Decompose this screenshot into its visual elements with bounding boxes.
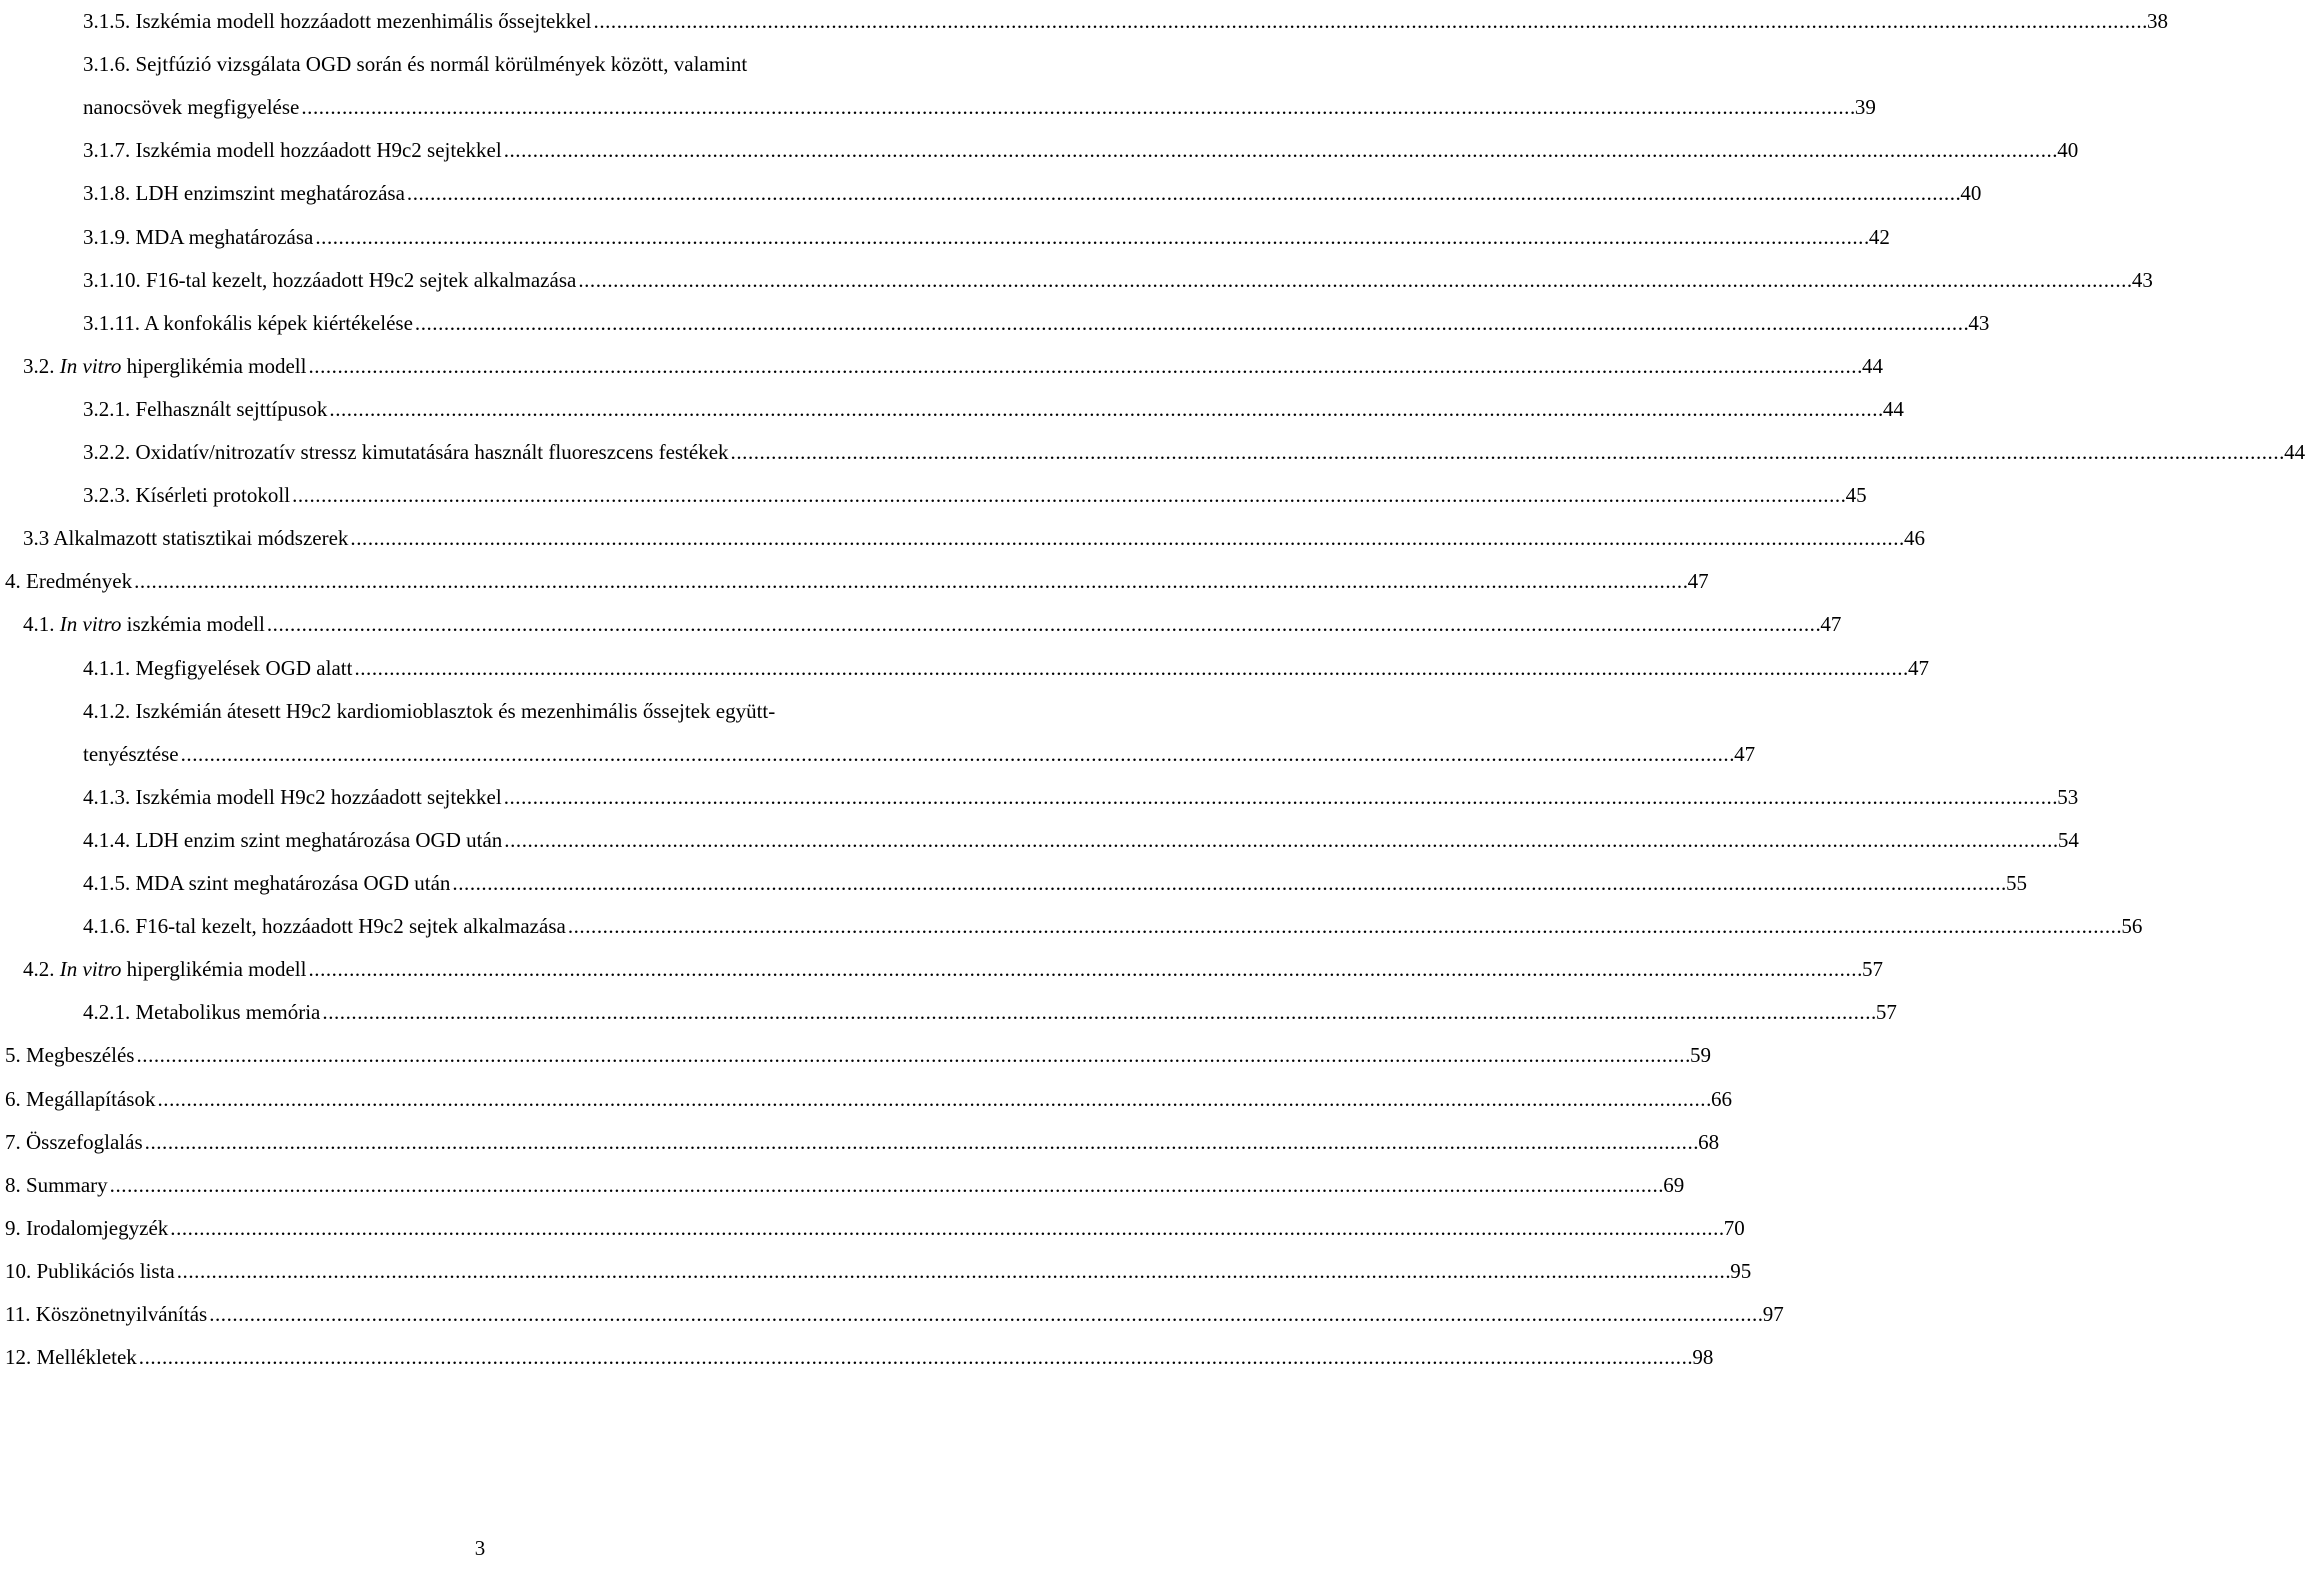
toc-entry-text: Summary [26,1172,108,1197]
toc-entry-text: A konfokális képek kiértékelése [144,310,413,335]
toc-leader-dots [407,172,1959,215]
toc-leader-dots [578,259,2130,302]
toc-entry-title [5,1250,175,1293]
toc-leader-dots [731,431,2283,474]
toc-entry[interactable] [5,1034,1711,1077]
toc-entry-text: nanocsövek megfigyelése [83,95,300,120]
toc-leader-dots [322,991,1874,1034]
toc-leader-dots [594,0,2146,43]
toc-leader-dots [308,948,1860,991]
toc-entry-text: Oxidatív/nitrozatív stressz kimutatására használt fluoreszcens festékek [135,440,729,464]
toc-entry-number: 3.2.1. [83,396,136,421]
toc-entry-number: 4.2.1. [83,1000,136,1025]
toc-entry[interactable] [5,991,1897,1034]
toc-entry-number: 6. [5,1086,26,1111]
toc-entry-page: 44 [2284,440,2305,464]
toc-entry-number: 10. [5,1258,37,1283]
toc-entry-title [83,388,327,431]
toc-entry[interactable] [5,948,1883,991]
toc-entry-title [83,302,413,345]
toc-entry-number: 4.1.2. [83,698,136,723]
toc-entry-text: Iszkémián átesett H9c2 kardiomioblasztok és mezenhimális őssejtek együtt- [135,698,776,723]
toc-entry-number: 4.1.1. [83,655,136,680]
toc-entry-number: 3.1.10. [83,267,146,292]
toc-entry-title [5,560,132,603]
toc-entry[interactable] [5,1336,1714,1379]
toc-entry-page: 54 [2057,827,2079,852]
toc-entry[interactable] [5,1078,1732,1121]
toc-entry-number: 5. [5,1043,26,1068]
toc-entry-page: 46 [1903,526,1925,551]
toc-entry-number: 3.2.2. [83,440,136,464]
toc-entry-number: 12. [5,1345,37,1370]
toc-entry-text: LDH enzim szint meghatározása OGD után [135,827,503,852]
toc-leader-dots [504,819,2056,862]
toc-entry-text: Eredmények [26,569,133,594]
toc-entry[interactable] [5,431,2305,474]
toc-entry-text: Megállapítások [26,1086,156,1111]
toc-entry[interactable] [5,216,1890,259]
toc-entry-text: iszkémia modell [121,612,265,637]
toc-leader-dots [209,1293,1761,1336]
toc-entry-title [5,1336,137,1379]
toc-entry-title [5,1207,168,1250]
toc-entry[interactable] [5,302,1990,345]
toc-leader-dots [170,1207,1722,1250]
toc-entry-text: Megfigyelések OGD alatt [135,655,353,680]
toc-entry[interactable] [5,517,1925,560]
toc-entry-title [5,1078,155,1121]
toc-entry-page: 55 [2005,871,2027,895]
toc-leader-dots [350,517,1902,560]
toc-entry-number: 4.1.5. [83,871,136,895]
toc-entry-title [83,690,775,733]
toc-entry-title [83,259,576,302]
toc-entry[interactable] [5,733,1756,776]
toc-entry[interactable] [5,819,2079,862]
toc-leader-dots [308,345,1860,388]
toc-entry-title [83,733,179,776]
toc-leader-dots [181,733,1733,776]
toc-entry[interactable] [5,172,1982,215]
toc-entry-text: hiperglikémia modell [121,957,307,982]
toc-entry[interactable] [5,560,1709,603]
toc-entry-number: 4.2. [23,957,60,982]
toc-entry-title [83,819,502,862]
toc-entry-text: Mellékletek [36,1345,137,1370]
toc-entry-page: 66 [1710,1086,1732,1111]
toc-leader-dots [139,1336,1691,1379]
toc-entry-number: 3.2.3. [83,483,136,508]
toc-leader-dots [329,388,1881,431]
toc-entry-number: 3.1.5. [83,9,136,33]
toc-leader-dots [301,86,1853,129]
toc-entry[interactable] [5,43,952,86]
toc-entry-text: MDA meghatározása [135,224,314,249]
toc-entry-page: 47 [1734,741,1756,766]
toc-entry-page: 70 [1723,1215,1745,1240]
toc-entry-page: 43 [2131,267,2153,292]
toc-leader-dots [134,560,1686,603]
toc-entry-title [5,1293,207,1336]
toc-entry[interactable] [5,1293,1784,1336]
toc-entry-text: Irodalomjegyzék [26,1215,169,1240]
toc-entry-text: tenyésztése [83,741,179,766]
toc-leader-dots [452,862,2004,905]
toc-leader-dots [315,216,1867,259]
toc-entry-italic: In vitro [59,612,122,637]
toc-entry-number: 3.1.7. [83,138,136,163]
toc-leader-dots [267,603,1819,646]
toc-leader-dots [504,129,2056,172]
toc-entry-number: 4. [5,569,26,594]
toc-entry[interactable] [5,776,2079,819]
toc-entry-title [83,776,502,819]
toc-entry-title [23,517,348,560]
toc-leader-dots [292,474,1844,517]
toc-entry-text: Összefoglalás [26,1129,143,1154]
toc-entry-text: LDH enzimszint meghatározása [135,181,405,206]
toc-entry-title [83,647,352,690]
toc-entry-number: 3.2. [23,353,60,378]
toc-entry-page: 47 [1820,612,1842,637]
toc-leader-dots [145,1121,1697,1164]
toc-entry-title [83,0,592,43]
toc-entry-page: 97 [1762,1302,1784,1326]
toc-entry-number: 11. [5,1302,36,1326]
toc-entry[interactable] [5,345,1883,388]
toc-entry-title [23,603,265,646]
toc-entry-title [83,431,729,474]
toc-entry-title [23,948,306,991]
toc-entry-title [83,862,450,905]
toc-entry[interactable] [5,474,1867,517]
toc-entry-text: F16-tal kezelt, hozzáadott H9c2 sejtek alkalmazása [135,914,566,939]
toc-entry-title [83,905,566,948]
toc-entry-number: 4.1.4. [83,827,136,852]
toc-entry-number: 3.1.11. [83,310,145,335]
toc-entry[interactable] [5,647,1929,690]
toc-entry-italic: In vitro [59,957,122,982]
toc-entry[interactable] [5,690,952,733]
toc-entry-number: 7. [5,1129,26,1154]
toc-entry[interactable] [5,603,1842,646]
toc-entry-page: 68 [1698,1129,1720,1154]
toc-leader-dots [568,905,2120,948]
toc-entry-title [83,129,502,172]
toc-entry-text: Alkalmazott statisztikai módszerek [53,526,349,551]
toc-entry-title [83,991,320,1034]
toc-entry[interactable] [5,0,2169,43]
toc-entry[interactable] [5,1164,1685,1207]
toc-entry-page: 47 [1687,569,1709,594]
toc-entry-page: 38 [2147,9,2169,33]
toc-entry-page: 47 [1907,655,1929,680]
toc-entry-text: Iszkémia modell H9c2 hozzáadott sejtekkel [135,784,502,809]
toc-entry-page: 40 [2057,138,2079,163]
toc-entry-title [5,1164,108,1207]
toc-entry-text: Köszönetnyilvánítás [35,1302,208,1326]
toc-entry-number: 4.1.3. [83,784,136,809]
toc-entry-page: 95 [1730,1258,1752,1283]
toc-leader-dots [415,302,1967,345]
toc-entry-number: 8. [5,1172,26,1197]
toc-entry[interactable] [5,259,2153,302]
toc-entry-page: 98 [1692,1345,1714,1370]
toc-entry-page: 40 [1960,181,1982,206]
toc-entry-number: 3.1.8. [83,181,136,206]
toc-entry-page: 45 [1845,483,1867,508]
toc-entry-text: Felhasznált sejttípusok [135,396,328,421]
toc-entry-number: 9. [5,1215,26,1240]
toc-entry-page: 43 [1968,310,1990,335]
toc-leader-dots [177,1250,1729,1293]
toc-entry[interactable] [5,86,1876,129]
toc-entry-page: 44 [1861,353,1883,378]
toc-entry-text: Sejtfúzió vizsgálata OGD során és normál körülmények között, valamint [135,52,748,77]
toc-entry-text: Iszkémia modell hozzáadott H9c2 sejtekkel [135,138,502,163]
toc-entry[interactable] [5,862,2027,905]
page-number: 3 [474,1536,486,1560]
toc-entry[interactable] [5,905,2143,948]
toc-entry-page: 56 [2121,914,2143,939]
toc-entry-title [83,172,405,215]
toc-entry-page: 44 [1882,396,1904,421]
toc-entry-title [83,474,290,517]
toc-entry-title [5,1034,134,1077]
toc-entry-page: 57 [1875,1000,1897,1025]
toc-leader-dots [354,647,1906,690]
toc-entry-number: 3.1.9. [83,224,136,249]
toc-entry-text: Megbeszélés [26,1043,135,1068]
toc-entry-title [83,216,313,259]
toc-entry-number: 4.1. [23,612,60,637]
toc-entry-page: 69 [1663,1172,1685,1197]
toc-entry-number: 3.3 [23,526,54,551]
toc-entry-title [83,86,299,129]
toc-leader-dots [157,1078,1709,1121]
toc-entry-text: F16-tal kezelt, hozzáadott H9c2 sejtek alkalmazása [146,267,577,292]
toc-entry-italic: In vitro [59,353,122,378]
toc-entry-text: Metabolikus memória [135,1000,321,1025]
toc-entry-page: 39 [1854,95,1876,120]
toc-entry-page: 59 [1689,1043,1711,1068]
toc-entry-text: Kísérleti protokoll [135,483,291,508]
toc-entry-page: 42 [1868,224,1890,249]
toc-entry[interactable] [5,129,2079,172]
toc-leader-dots [110,1164,1662,1207]
toc-leader-dots [504,776,2056,819]
toc-entry[interactable] [5,1250,1752,1293]
toc-entry-page: 57 [1861,957,1883,982]
toc-entry-text: hiperglikémia modell [121,353,307,378]
toc-entry-title [5,1121,143,1164]
toc-entry[interactable] [5,1121,1720,1164]
toc-entry-number: 4.1.6. [83,914,136,939]
toc-entry[interactable] [5,1207,1745,1250]
toc-leader-dots [136,1034,1688,1077]
toc-entry-text: MDA szint meghatározása OGD után [135,871,451,895]
toc-entry[interactable] [5,388,1904,431]
toc-entry-title [23,345,306,388]
toc-entry-text: Iszkémia modell hozzáadott mezenhimális őssejtekkel [135,9,592,33]
toc-entry-text: Publikációs lista [36,1258,175,1283]
toc-entry-title [83,43,747,86]
toc-entry-page: 53 [2057,784,2079,809]
toc-entry-number: 3.1.6. [83,52,136,77]
